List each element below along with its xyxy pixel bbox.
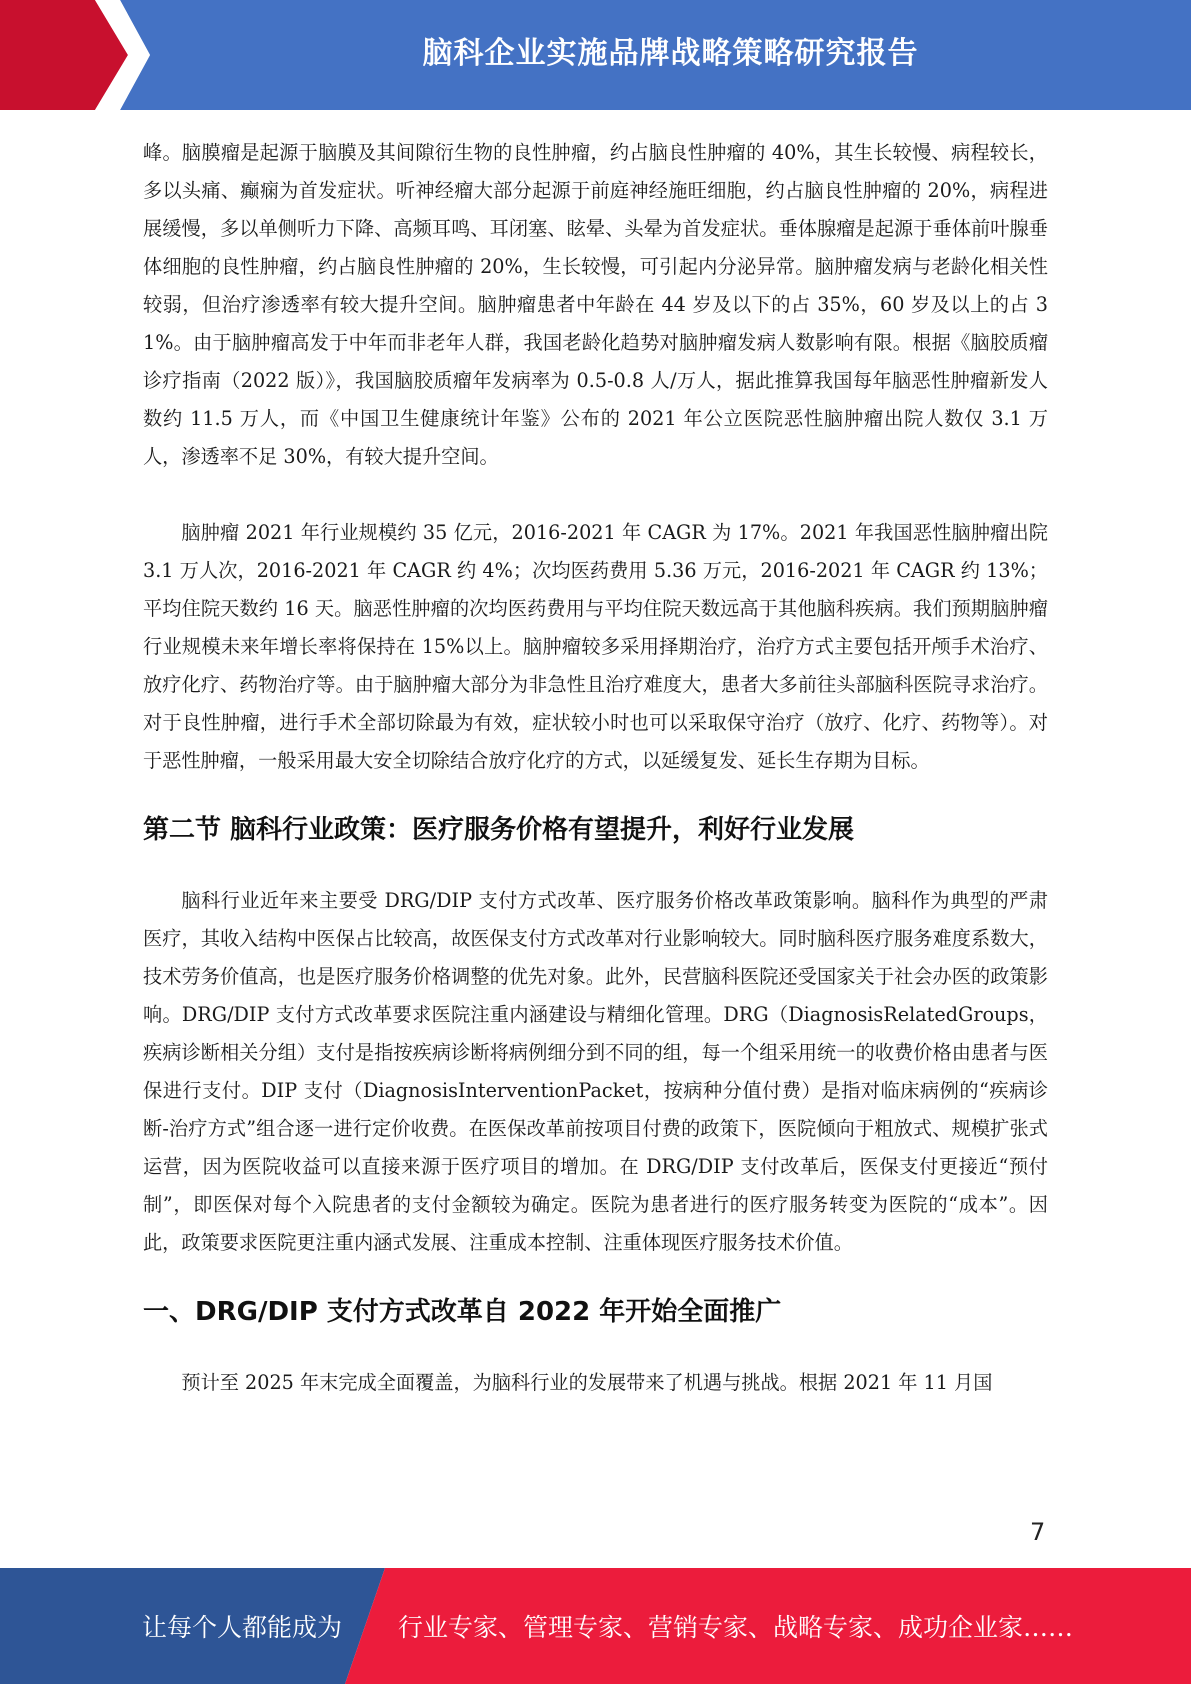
page-header (0, 0, 1191, 110)
paragraph-policy-overview: 脑科行业近年来主要受 DRG/DIP 支付方式改革、医疗服务价格改革政策影响。脑科作为典型的严肃医疗，其收入结构中医保占比较高，故医保支付方式改革对行业影响较大。同时脑科医疗服务难度系数大，技术劳务价值高，也是医疗服务价格调整的优先对象。此外，民营脑科医院还受国家关于社会办医的政策影响。DRG/DIP 支付方式改革要求医院注重内涵建设与精细化管理。DRG（DiagnosisRelatedGroups，疾病诊断相关分组）支付是指按疾病诊断将病例细分到不同的组，每一个组采用统一的收费价格由患者与医保进行支付。DIP 支付（DiagnosisInterventionPacket，按病种分值付费）是指对临床病例的“疾病诊断-治疗方式”组合逐一进行定价收费。在医保改革前按项目付费的政策下，医院倾向于粗放式、规模扩张式运营，因为医院收益可以直接来源于医疗项目的增加。在 DRG/DIP 支付改革后，医保支付更接近“预付制”，即医保对每个入院患者的支付金额较为确定。医院为患者进行的医疗服务转变为医院的“成本”。因此，政策要求医院更注重内涵式发展、注重成本控制、注重体现医疗服务技术价值。 (143, 889, 1048, 1254)
page-number: 7 (1030, 1518, 1046, 1546)
page-footer (0, 1568, 1191, 1684)
footer-slogan-right: 行业专家、管理专家、营销专家、战略专家、成功企业家…… (398, 1613, 1074, 1642)
main-content (143, 134, 1048, 1402)
report-title: 脑科企业实施品牌战略策略研究报告 (422, 36, 919, 71)
subsection-heading-drg-dip: 一、DRG/DIP 支付方式改革自 2022 年开始全面推广 (143, 1297, 782, 1327)
paragraph-drg-dip-intro: 预计至 2025 年末完成全面覆盖，为脑科行业的发展带来了机遇与挑战。根据 2021 年 11 月国 (181, 1371, 993, 1394)
paragraph-brain-tumor-market: 脑肿瘤 2021 年行业规模约 35 亿元，2016-2021 年 CAGR 为 17%。2021 年我国恶性脑肿瘤出院 3.1 万人次，2016-2021 年 CAGR 约 4%；次均医药费用 5.36 万元，2016-2021 年 CAGR 约 13%；平均住院天数约 16 天。脑恶性肿瘤的次均医药费用与平均住院天数远高于其他脑科疾病。我们预期脑肿瘤行业规模未来年增长率将保持在 15%以上。脑肿瘤较多采用择期治疗，治疗方式主要包括开颅手术治疗、放疗化疗、药物治疗等。由于脑肿瘤大部分为非急性且治疗难度大，患者大多前往头部脑科医院寻求治疗。对于良性肿瘤，进行手术全部切除最为有效，症状较小时也可以采取保守治疗（放疗、化疗、药物等）。对于恶性肿瘤，一般采用最大安全切除结合放疗化疗的方式，以延缓复发、延长生存期为目标。 (143, 521, 1048, 772)
section-heading-policy: 第二节 脑科行业政策：医疗服务价格有望提升，利好行业发展 (143, 815, 855, 845)
footer-slogan-left: 让每个人都能成为 (142, 1613, 343, 1642)
paragraph-brain-tumor-types: 峰。脑膜瘤是起源于脑膜及其间隙衍生物的良性肿瘤，约占脑良性肿瘤的 40%，其生长较慢、病程较长，多以头痛、癫痫为首发症状。听神经瘤大部分起源于前庭神经施旺细胞，约占脑良性肿瘤的 20%，病程进展缓慢，多以单侧听力下降、高频耳鸣、耳闭塞、眩晕、头晕为首发症状。垂体腺瘤是起源于垂体前叶腺垂体细胞的良性肿瘤，约占脑良性肿瘤的 20%，生长较慢，可引起内分泌异常。脑肿瘤发病与老龄化相关性较弱，但治疗渗透率有较大提升空间。脑肿瘤患者中年龄在 44 岁及以下的占 35%，60 岁及以上的占 31%。由于脑肿瘤高发于中年而非老年人群，我国老龄化趋势对脑肿瘤发病人数影响有限。根据《脑胶质瘤诊疗指南（2022 版）》，我国脑胶质瘤年发病率为 0.5-0.8 人/万人，据此推算我国每年脑恶性肿瘤新发人数约 11.5 万人，而《中国卫生健康统计年鉴》公布的 2021 年公立医院恶性脑肿瘤出院人数仅 3.1 万人，渗透率不足 30%，有较大提升空间。 (143, 141, 1048, 468)
